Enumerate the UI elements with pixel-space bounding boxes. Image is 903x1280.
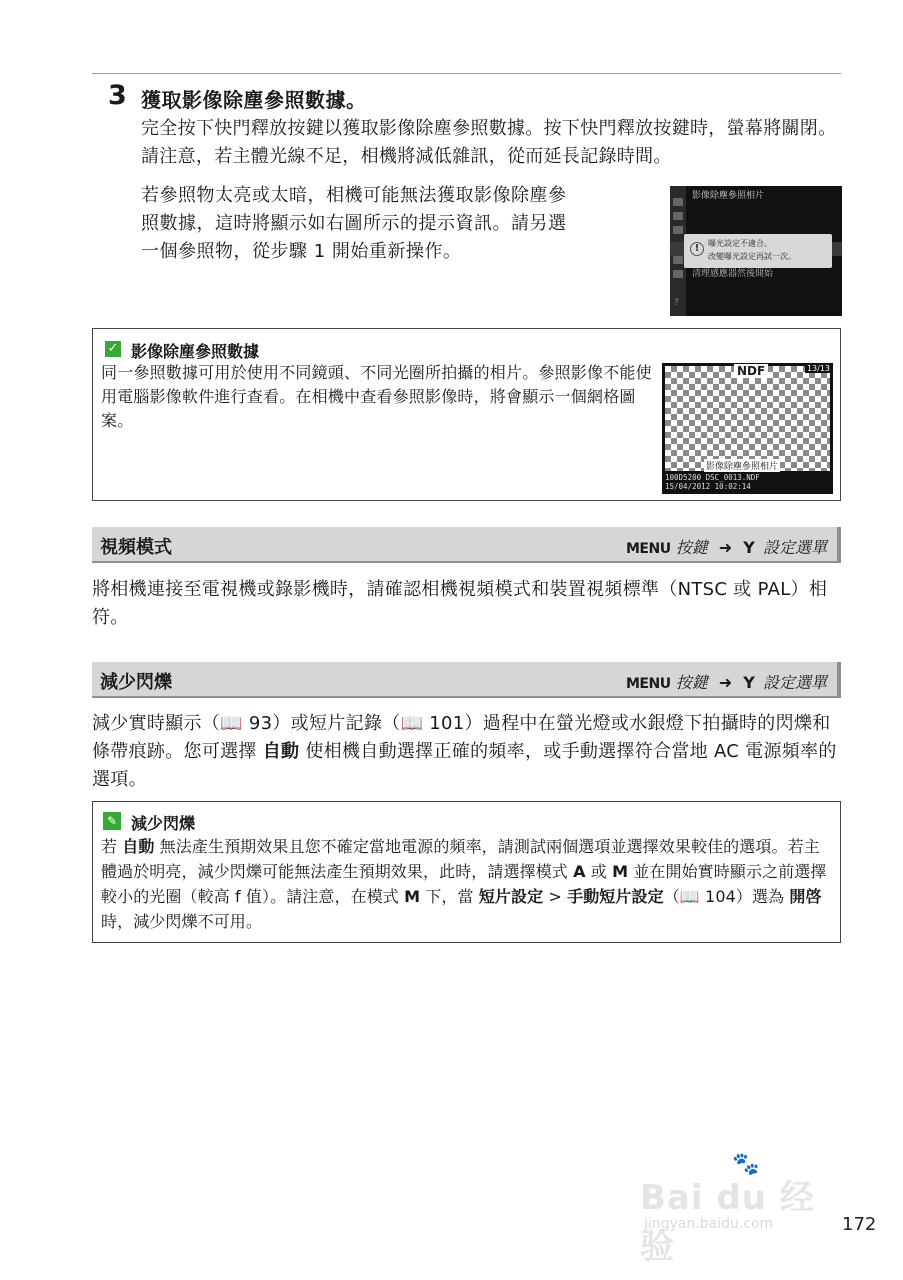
- menu-button-label: MENU: [626, 676, 671, 692]
- menu-tab-icon: [673, 270, 683, 278]
- note-box: [92, 801, 841, 943]
- arrow-icon: ➜: [718, 673, 733, 692]
- flicker-menu-path: [626, 670, 827, 693]
- page-ref-104: 104: [705, 887, 736, 906]
- note-text: 若: [101, 837, 123, 856]
- mode-m: M: [404, 887, 421, 906]
- check-icon: ✓: [105, 341, 121, 357]
- book-icon: 📖: [220, 713, 243, 734]
- note-box-title: 減少閃爍: [131, 814, 196, 833]
- video-mode-header: [92, 527, 841, 563]
- camera-error-screen: [670, 186, 842, 316]
- ndf-file-info: 100D5200 DSC_0013.NDF: [665, 473, 760, 482]
- watermark-text: Bai du 经验: [640, 1178, 815, 1267]
- tip-box-title: 影像除塵參照數據: [131, 342, 260, 361]
- note-text: 或: [585, 862, 613, 881]
- note-text: （: [663, 887, 680, 906]
- auto-option: 自動: [122, 837, 155, 856]
- tip-box-body: 同一參照數據可用於使用不同鏡頭、不同光圈所拍攝的相片。參照影像不能使用電腦影像軟件進行查看。在相機中查看參照影像時，將會顯示一個網格圖案。: [101, 363, 652, 430]
- warning-icon: !: [690, 242, 704, 256]
- note-box-body: [101, 834, 833, 934]
- menu-tab-icon: [673, 226, 683, 234]
- step-number: 3: [108, 80, 127, 111]
- note-text: >: [543, 887, 568, 906]
- button-word: 按鍵: [675, 538, 708, 557]
- flicker-text-4: 使相機自動選擇正確的頻率，或手動選擇符合當地 AC 電源頻率的選項。: [92, 741, 837, 790]
- ndf-preview-screen: [662, 363, 833, 494]
- setup-menu-label: 設定選單: [762, 538, 827, 557]
- page-ref-101: 101: [429, 713, 465, 734]
- step-body: 完全按下快門釋放按鍵以獲取影像除塵參照數據。按下快門釋放按鍵時，螢幕將關閉。請注意，若主體光線不足，相機將減低雜訊，從而延長記錄時間。: [141, 118, 837, 167]
- flicker-text-3: ）過程中在螢光燈或水銀燈下拍攝時的閃爍和條帶痕跡。您可選擇: [92, 713, 831, 762]
- camera-background-text: 清理感應器然後開始: [692, 269, 774, 279]
- warning-message: [708, 237, 796, 263]
- watermark-url: jingyan.baidu.com: [644, 1216, 774, 1232]
- camera-screen-title: 影像除塵參照相片: [692, 191, 765, 201]
- flicker-header: [92, 662, 841, 698]
- manual-movie-settings-option: 手動短片設定: [567, 887, 664, 906]
- note-text: 下，當: [420, 887, 479, 906]
- video-mode-title: 視頻模式: [100, 537, 172, 558]
- auto-option: 自動: [262, 741, 300, 762]
- menu-tab-icon: [673, 212, 683, 220]
- ndf-frame-count: 13/13: [806, 364, 830, 373]
- menu-tab-icon: [673, 256, 683, 264]
- page-number: 172: [842, 1214, 877, 1235]
- note-text: ）選為: [735, 887, 790, 906]
- note-text: 無法產生預期效果且您不確定當地電源的頻率，請測試兩個選項並選擇效果較佳的選項。若主體過於明亮，減少閃爍可能無法產生預期效果，此時，請選擇模式: [101, 837, 820, 881]
- video-mode-menu-path: [626, 535, 827, 558]
- warning-line-1: 曝光設定不適合。: [708, 239, 772, 248]
- step-note: 若參照物太亮或太暗，相機可能無法獲取影像除塵參照數據，這時將顯示如右圖所示的提示資訊。請另選一個參照物，從步驟 1 開始重新操作。: [141, 185, 567, 262]
- book-icon: 📖: [400, 713, 424, 734]
- button-word: 按鍵: [675, 673, 708, 692]
- on-option: 開啓: [789, 887, 822, 906]
- page-ref-93: 93: [248, 713, 273, 734]
- menu-tab-icon: [673, 198, 683, 206]
- mode-a: A: [573, 862, 586, 881]
- movie-settings-option: 短片設定: [478, 887, 544, 906]
- video-mode-body: 將相機連接至電視機或錄影機時，請確認相機視頻模式和裝置視頻標準（NTSC 或 PAL）相符。: [92, 579, 828, 628]
- ndf-date-info: 15/04/2012 10:02:14: [665, 482, 751, 491]
- pencil-icon: ✎: [103, 812, 121, 830]
- wrench-icon: Y: [743, 538, 755, 557]
- ndf-caption: 影像除塵參照相片: [704, 459, 780, 472]
- warning-line-2: 改變曝光設定再試一次。: [708, 252, 796, 261]
- mode-m: M: [612, 862, 629, 881]
- flicker-text-1: 減少實時顯示（: [92, 713, 221, 734]
- ndf-label: NDF: [734, 364, 768, 378]
- step-title: 獲取影像除塵參照數據。: [141, 88, 367, 112]
- paw-icon: 🐾: [732, 1152, 760, 1177]
- camera-warning-dialog: [684, 234, 832, 268]
- menu-button-label: MENU: [626, 541, 671, 557]
- ndf-grid-pattern: [665, 366, 830, 471]
- note-text: 並在開始實時顯示之前選擇較小的光圈（較高 f 值）。請注意，在模式: [101, 862, 827, 906]
- top-divider: [92, 73, 841, 74]
- flicker-title: 減少閃爍: [100, 672, 172, 693]
- note-text: 時，減少閃爍不可用。: [101, 912, 263, 931]
- book-icon: 📖: [679, 887, 700, 906]
- baidu-watermark: [640, 1152, 840, 1267]
- arrow-icon: ➜: [718, 538, 733, 557]
- help-icon: ?: [674, 298, 679, 308]
- flicker-body: [92, 710, 842, 794]
- setup-menu-label: 設定選單: [762, 673, 827, 692]
- flicker-text-2: ）或短片記錄（: [272, 713, 401, 734]
- wrench-icon: Y: [743, 673, 755, 692]
